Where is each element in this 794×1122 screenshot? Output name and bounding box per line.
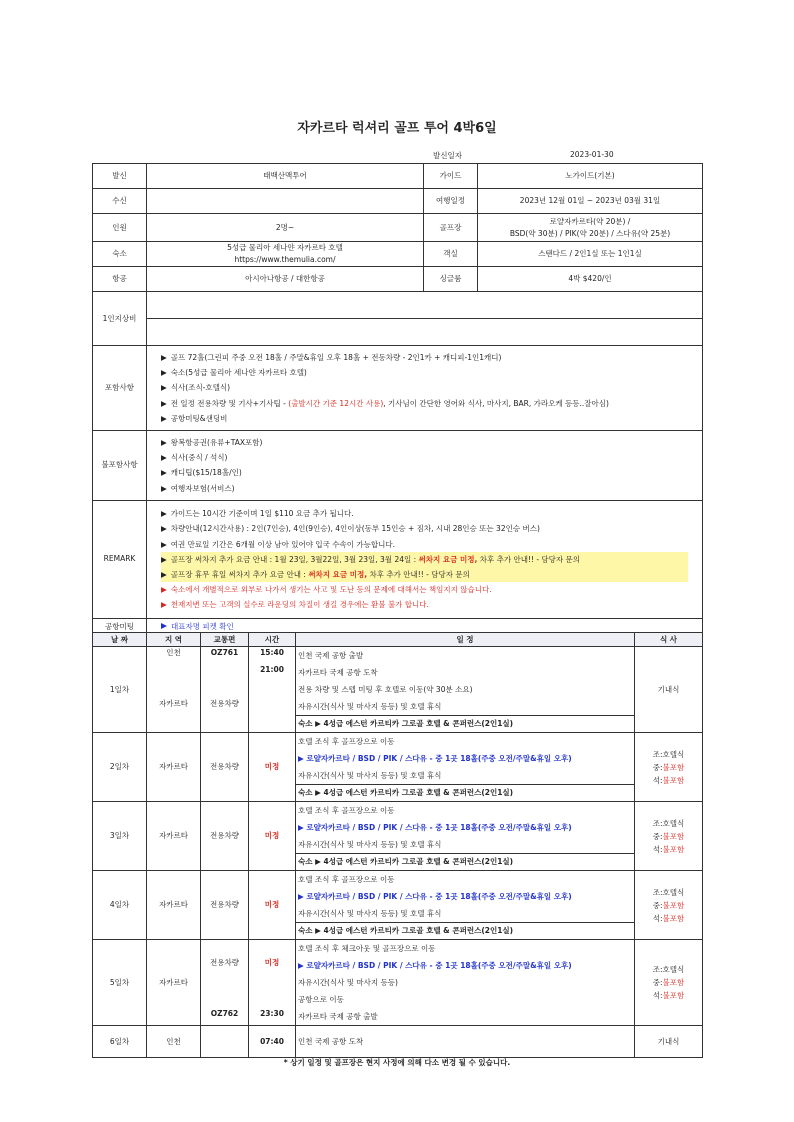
- arrow-icon: ▶: [298, 892, 307, 901]
- table-row: [93, 1026, 703, 1058]
- meal-cell: 조:호텔식 중:불포함 석:불포함: [635, 802, 703, 871]
- guide: 노가이드(기본): [478, 164, 703, 189]
- header-meal: 식 사: [635, 633, 703, 647]
- flight-number: OZ761: [210, 648, 239, 657]
- schedule-header: [93, 633, 703, 647]
- list-item: ▶ 전 일정 전용차량 및 기사+기사팁 - (출발시간 기준 12시간 사용), 기사님이 간단한 영어와 식사, 마사지, BAR, 가라오케 등등..잘아심): [161, 398, 609, 408]
- region: 인천: [147, 1026, 201, 1058]
- arrow-icon: ▶: [161, 539, 167, 549]
- region: 자카르타: [147, 940, 201, 1026]
- region-cell: [147, 647, 201, 733]
- table-row: [93, 802, 703, 871]
- hotel-line: 숙소 ▶ 4성급 에스턴 카르티카 그로골 호텔 & 콘퍼런스(2인1실): [298, 719, 514, 728]
- day-label: 2일차: [93, 733, 147, 802]
- arrow-icon: ▶: [161, 353, 167, 362]
- header-itinerary: 일 정: [296, 633, 635, 647]
- guide-label: 가이드: [424, 164, 478, 189]
- list-item: ▶ 식사(조식-호텔식): [161, 383, 231, 393]
- table-row: [93, 647, 703, 733]
- day-label: 6일차: [93, 1026, 147, 1058]
- single-label: 싱글룸: [424, 267, 478, 292]
- meal-cell: 조:호텔식 중:불포함 석:불포함: [635, 940, 703, 1026]
- itinerary-cell: [296, 802, 635, 871]
- itinerary-line: 호텔 조식 후 골프장으로 이동: [298, 806, 395, 815]
- golf-line: ▶ 로얄자카르타 / BSD / PIK / 스다유 - 중 1곳 18홀(주중 오전/주말&휴일 오후): [298, 961, 572, 970]
- include-label: 포함사항: [93, 346, 147, 431]
- itinerary-line: 자유시간(식사 및 마사지 등등) 및 호텔 휴식: [296, 836, 634, 854]
- itinerary-line: 자유시간(식사 및 마사지 등등) 및 호텔 휴식: [296, 767, 634, 785]
- hotel-name: 5성급 물리아 세나얀 자카르타 호텔: [227, 243, 343, 252]
- time: 미정: [249, 733, 296, 802]
- time: 21:00: [260, 665, 284, 674]
- meal: 기내식: [635, 1026, 703, 1058]
- arrow-icon: ▶: [161, 413, 167, 423]
- region: 자카르타: [147, 871, 201, 940]
- transport: 전용차량: [210, 958, 239, 967]
- cost-row-1: [147, 292, 703, 319]
- day-label: 1일차: [93, 647, 147, 733]
- arrow-icon: ▶: [298, 823, 307, 832]
- itinerary-line: 호텔 조식 후 체크아웃 및 골프장으로 이동: [298, 944, 436, 953]
- arrow-icon: ▶: [161, 368, 167, 378]
- table-row: [93, 940, 703, 1026]
- issue-date: 2023-01-30: [570, 150, 614, 159]
- hotel-line: 숙소 ▶ 4성급 에스턴 카르티카 그로골 호텔 & 콘퍼런스(2인1실): [298, 857, 514, 866]
- list-item: ▶ 여권 만료일 기간은 6개월 이상 남아 있어야 입국 수속이 가능합니다.: [161, 539, 396, 549]
- cost-label: 1인지상비: [93, 292, 147, 346]
- list-item: ▶ 공항미팅&샌딩비: [161, 413, 228, 423]
- itinerary-line: 자유시간(식사 및 마사지 등등) 및 호텔 휴식: [296, 698, 634, 716]
- table-row: [93, 733, 703, 802]
- list-item: ▶ 가이드는 10시간 기준이며 1일 $110 요금 추가 됩니다.: [161, 509, 354, 519]
- room-label: 객실: [424, 242, 478, 267]
- single: 4박 $420/인: [478, 267, 703, 292]
- hotel-line: 숙소 ▶ 4성급 에스턴 카르티카 그로골 호텔 & 콘퍼런스(2인1실): [298, 926, 514, 935]
- triangle-icon: [161, 623, 167, 629]
- list-item: ▶ 식사(중식 / 석식): [161, 453, 228, 463]
- golf-line: ▶ 로얄자카르타 / BSD / PIK / 스다유 - 중 1곳 18홀(주중 오전/주말&휴일 오후): [298, 892, 572, 901]
- list-item: ▶ 숙소(5성급 물리아 세나얀 자카르타 호텔): [161, 368, 307, 378]
- golf-line: ▶ 로얄자카르타 / BSD / PIK / 스다유 - 중 1곳 18홀(주중 오전/주말&휴일 오후): [298, 754, 572, 763]
- cost-row-2: [147, 319, 703, 346]
- region: 자카르타: [147, 733, 201, 802]
- arrow-icon: ▶: [161, 569, 167, 579]
- list-item-warning: ▶ 천재지변 또는 고객의 실수로 라운딩의 차질이 생길 경우에는 환불 불가 합니다.: [161, 600, 429, 610]
- header-transport: 교통편: [201, 633, 249, 647]
- hotel-label: 숙소: [93, 242, 147, 267]
- day-label: 5일차: [93, 940, 147, 1026]
- hotel-url: https://www.themulia.com/: [234, 255, 336, 264]
- meal-cell: 조:호텔식 중:불포함 석:불포함: [635, 733, 703, 802]
- time: 미정: [264, 958, 280, 967]
- itinerary-line: 자유시간(식사 및 마사지 등등): [298, 978, 398, 987]
- info-table: [92, 163, 703, 637]
- footer-note: * 상기 일정 및 골프장은 현지 사정에 의해 다소 변경 될 수 있습니다.: [283, 1058, 511, 1067]
- itinerary-cell: [296, 940, 635, 1026]
- transport-cell: [201, 940, 249, 1026]
- region: 자카르타: [147, 802, 201, 871]
- hotel-line: 숙소 ▶ 4성급 에스턴 카르티카 그로골 호텔 & 콘퍼런스(2인1실): [298, 788, 514, 797]
- arrow-icon: ▶: [161, 383, 167, 393]
- golf-label: 골프장: [424, 214, 478, 242]
- list-item: ▶ 왕복항공권(유류+TAX포함): [161, 438, 263, 448]
- time-cell: [249, 940, 296, 1026]
- receiver-label: 수신: [93, 189, 147, 214]
- issue-date-label: 발신일자: [433, 151, 462, 160]
- time: 미정: [249, 871, 296, 940]
- golf-courses: [478, 214, 703, 242]
- arrow-icon: ▶: [298, 754, 307, 763]
- transport-cell: [201, 647, 249, 733]
- transport: 전용차량: [201, 733, 249, 802]
- itinerary-line: 공항으로 이동: [298, 995, 344, 1004]
- itinerary-cell: [296, 733, 635, 802]
- header-date: 날 짜: [93, 633, 147, 647]
- time: 미정: [249, 802, 296, 871]
- list-item-highlight: ▶ 골프장 휴무 휴일 써차지 추가 요금 안내 : 써차지 요금 미정, 차후 추가 안내!! - 담당자 문의: [161, 567, 688, 582]
- include-list: [147, 346, 703, 431]
- arrow-icon: ▶: [161, 554, 167, 564]
- receiver: [147, 189, 424, 214]
- arrow-icon: ▶: [161, 453, 167, 463]
- golf-line: ▶ 로얄자카르타 / BSD / PIK / 스다유 - 중 1곳 18홀(주중 오전/주말&휴일 오후): [298, 823, 572, 832]
- room: 스탠다드 / 2인1실 또는 1인1실: [478, 242, 703, 267]
- remark-list: [147, 500, 703, 618]
- list-item: ▶ 캐디팁($15/18홀/인): [161, 468, 242, 478]
- period-label: 여행일정: [424, 189, 478, 214]
- arrow-icon: ▶: [298, 961, 307, 970]
- meal-cell: 조:호텔식 중:불포함 석:불포함: [635, 871, 703, 940]
- region: 인천: [166, 648, 181, 657]
- people-label: 인원: [93, 214, 147, 242]
- itinerary-line: 자카르타 국제 공항 출발: [298, 1012, 378, 1021]
- time: 07:40: [249, 1026, 296, 1058]
- arrow-icon: ▶: [161, 524, 167, 534]
- list-item-highlight: ▶ 골프장 써차지 추가 요금 안내 : 1월 23일, 3월22일, 3월 23일, 3월 24일 : 써차지 요금 미정, 차후 추가 안내!! - 담당자 문의: [161, 552, 688, 567]
- air-label: 항공: [93, 267, 147, 292]
- itinerary-cell: [296, 871, 635, 940]
- air: 아시아나항공 / 대한항공: [147, 267, 424, 292]
- itinerary-line: 전용 차량 및 스텝 미팅 후 호텔로 이동(약 30분 소요): [298, 685, 473, 694]
- arrow-icon: ▶: [161, 483, 167, 493]
- itinerary-line: 인천 국제 공항 출발: [298, 651, 364, 660]
- exclude-label: 불포함사항: [93, 431, 147, 501]
- period: 2023년 12월 01일 ~ 2023년 03월 31일: [478, 189, 703, 214]
- transport: 전용차량: [210, 699, 239, 708]
- document-title: 자카르타 럭셔리 골프 투어 4박6일: [297, 121, 497, 136]
- itinerary-line: 호텔 조식 후 골프장으로 이동: [298, 737, 395, 746]
- arrow-icon: ▶: [161, 509, 167, 519]
- itinerary-cell: [296, 647, 635, 733]
- itinerary-line: 인천 국제 공항 도착: [296, 1026, 635, 1058]
- people: 2명~: [147, 214, 424, 242]
- sender: 태백산맥투어: [147, 164, 424, 189]
- arrow-icon: ▶: [161, 468, 167, 478]
- table-row: [93, 871, 703, 940]
- sender-label: 발신: [93, 164, 147, 189]
- meal: 기내식: [635, 647, 703, 733]
- day-label: 3일차: [93, 802, 147, 871]
- hotel: [147, 242, 424, 267]
- time: 23:30: [260, 1009, 284, 1018]
- remark-label: REMARK: [93, 500, 147, 618]
- transport: 전용차량: [201, 871, 249, 940]
- day-label: 4일차: [93, 871, 147, 940]
- region: 자카르타: [159, 699, 188, 708]
- meeting: 대표자명 피켓 확인: [147, 618, 703, 636]
- itinerary-line: 자카르타 국제 공항 도착: [298, 668, 378, 677]
- transport: 전용차량: [201, 802, 249, 871]
- golf-line-1: 로얄자카르타(약 20분) /: [549, 216, 631, 226]
- header-time: 시간: [249, 633, 296, 647]
- itinerary-line: 자유시간(식사 및 마사지 등등) 및 호텔 휴식: [296, 905, 634, 923]
- itinerary-line: 호텔 조식 후 골프장으로 이동: [298, 875, 395, 884]
- flight-number: OZ762: [210, 1009, 239, 1018]
- time-cell: [249, 647, 296, 733]
- list-item: ▶ 골프 72홀(그린피 주중 오전 18홀 / 주말&휴일 오후 18홀 + 전동차량 - 2인1카 + 캐디피-1인1캐디): [161, 353, 502, 362]
- time: 15:40: [260, 648, 284, 657]
- header-region: 지 역: [147, 633, 201, 647]
- transport: [201, 1026, 249, 1058]
- list-item-warning: ▶ 숙소에서 개별적으로 외부로 나가서 생기는 사고 및 도난 등의 문제에 대해서는 책임지지 않습니다.: [161, 585, 492, 595]
- golf-line-2: BSD(약 30분) / PIK(약 20분) / 스다유(약 25분): [509, 228, 671, 238]
- schedule-table: [92, 632, 703, 1058]
- list-item: ▶ 여행자보험(서비스): [161, 483, 235, 493]
- meeting-label: 공항미팅: [93, 618, 147, 636]
- arrow-icon: ▶: [161, 438, 167, 448]
- arrow-icon: ▶: [161, 600, 167, 610]
- arrow-icon: ▶: [161, 398, 167, 408]
- list-item: ▶ 차량안내(12시간사용) : 2인(7인승), 4인(9인승), 4인이상(동부 15인승 + 짐차, 시내 28인승 또는 32인승 버스): [161, 524, 540, 534]
- arrow-icon: ▶: [161, 585, 167, 595]
- exclude-list: [147, 431, 703, 501]
